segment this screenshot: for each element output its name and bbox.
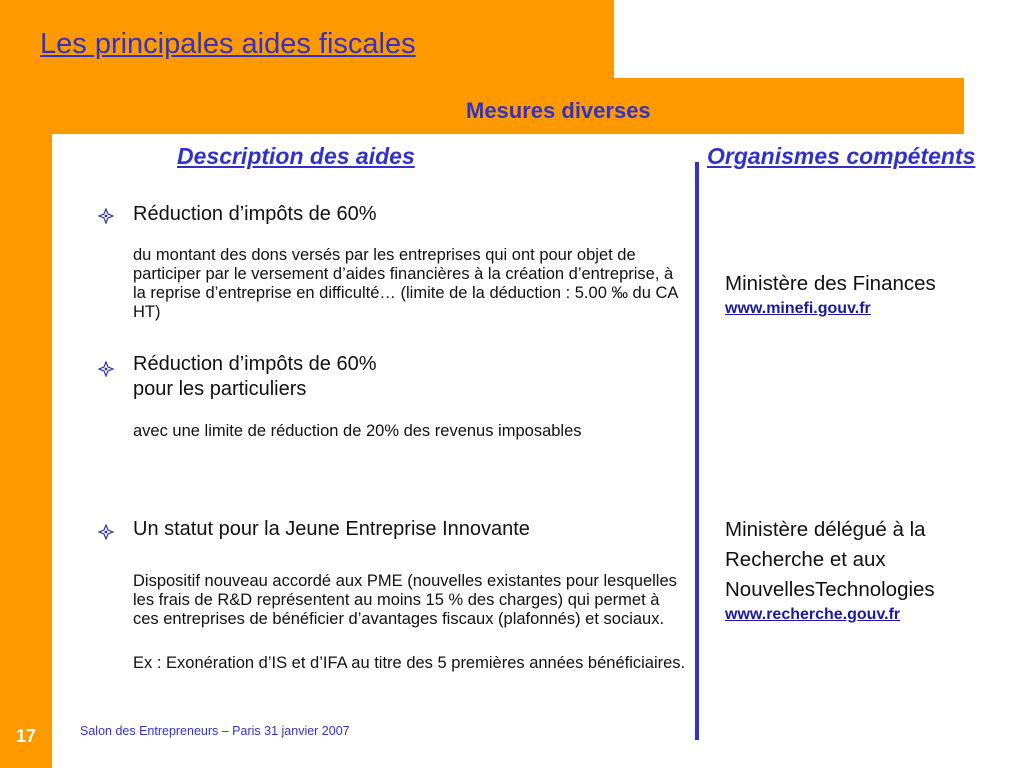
item-description: Dispositif nouveau accordé aux PME (nouvelles existantes pour lesquelles les frais de R&D représentent au moins 15 % des charges) qui permet à ces entreprises de bénéficier d’avantages fiscaux (plafonnés) et sociaux. bbox=[133, 572, 677, 628]
footer-text: Salon des Entrepreneurs – Paris 31 janvier 2007 bbox=[80, 724, 350, 738]
diamond-bullet-icon bbox=[98, 361, 114, 377]
page-number: 17 bbox=[16, 726, 37, 746]
item-description: du montant des dons versés par les entreprises qui ont pour objet de participer par le versement d’aides financières à la création d’entreprise, à la reprise d’entreprise en difficulté… (limite de la déduction : 5.00 ‰ du CA HT) bbox=[133, 246, 678, 321]
organism-recherche bbox=[725, 515, 1000, 625]
item-title: Un statut pour la Jeune Entreprise Innovante bbox=[133, 518, 530, 540]
item-title bbox=[133, 352, 376, 402]
organism-name: Ministère délégué à la Recherche et aux NouvellesTechnologies bbox=[725, 518, 935, 601]
item-title: Réduction d’impôts de 60% bbox=[133, 203, 377, 225]
item-description: avec une limite de réduction de 20% des revenus imposables bbox=[133, 422, 582, 440]
organism-link[interactable]: www.recherche.gouv.fr bbox=[725, 606, 901, 623]
description-heading: Description des aides bbox=[177, 143, 415, 169]
organism-finances bbox=[725, 269, 1010, 319]
organisms-heading: Organismes compétents bbox=[707, 143, 976, 169]
item-description-example: Ex : Exonération d’IS et d’IFA au titre des 5 premières années bénéficiaires. bbox=[133, 654, 686, 672]
slide-subtitle: Mesures diverses bbox=[466, 98, 651, 123]
item-title-line1: Réduction d’impôts de 60% bbox=[133, 353, 377, 375]
left-sidebar-band bbox=[0, 134, 52, 768]
item-title-line2: pour les particuliers bbox=[133, 378, 307, 400]
organism-link[interactable]: www.minefi.gouv.fr bbox=[725, 300, 871, 317]
diamond-bullet-icon bbox=[98, 524, 114, 540]
diamond-bullet-icon bbox=[98, 208, 114, 224]
organism-name: Ministère des Finances bbox=[725, 272, 936, 295]
column-divider bbox=[695, 162, 699, 740]
slide-title: Les principales aides fiscales bbox=[40, 28, 416, 60]
